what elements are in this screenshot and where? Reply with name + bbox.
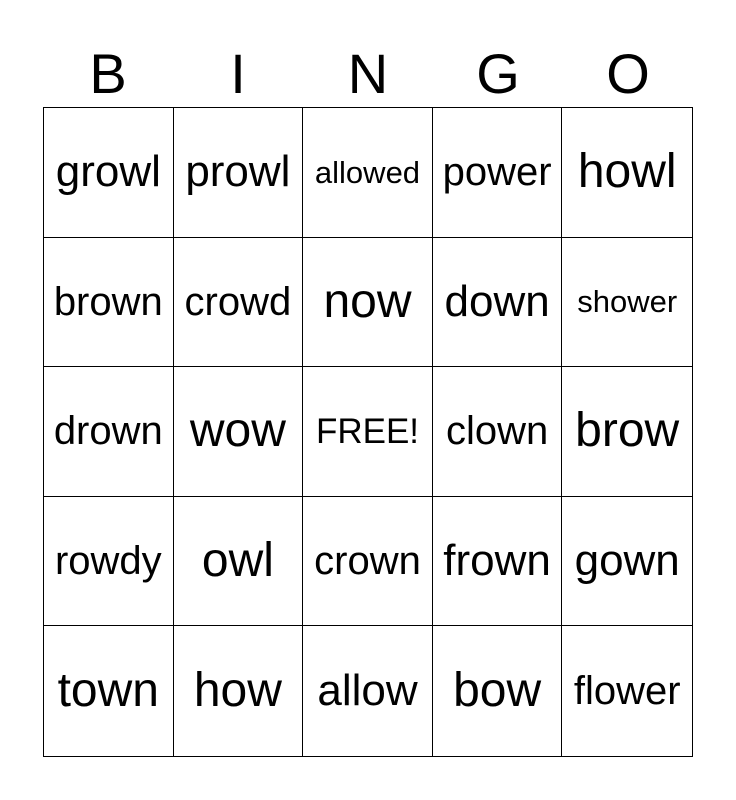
bingo-cell[interactable]: prowl xyxy=(174,108,304,238)
bingo-cell[interactable]: growl xyxy=(44,108,174,238)
bingo-header xyxy=(43,40,693,108)
bingo-cell[interactable]: town xyxy=(44,626,174,756)
bingo-cell[interactable]: crowd xyxy=(174,238,304,368)
bingo-cell[interactable]: down xyxy=(433,238,563,368)
bingo-cell[interactable]: owl xyxy=(174,497,304,627)
bingo-cell[interactable]: wow xyxy=(174,367,304,497)
header-letter-o: O xyxy=(606,42,650,105)
bingo-cell[interactable]: rowdy xyxy=(44,497,174,627)
bingo-cell[interactable]: now xyxy=(303,238,433,368)
bingo-cell[interactable]: brow xyxy=(562,367,692,497)
bingo-cell[interactable]: how xyxy=(174,626,304,756)
bingo-cell[interactable]: brown xyxy=(44,238,174,368)
header-letter-b: B xyxy=(89,42,127,105)
bingo-cell[interactable]: drown xyxy=(44,367,174,497)
header-letter-g: G xyxy=(476,42,520,105)
bingo-cell[interactable]: allow xyxy=(303,626,433,756)
bingo-cell[interactable]: clown xyxy=(433,367,563,497)
header-letter-n: N xyxy=(347,42,389,105)
bingo-board xyxy=(43,107,693,757)
bingo-cell[interactable]: gown xyxy=(562,497,692,627)
bingo-cell[interactable]: bow xyxy=(433,626,563,756)
bingo-cell[interactable]: power xyxy=(433,108,563,238)
bingo-cell[interactable]: flower xyxy=(573,669,681,714)
bingo-cell[interactable]: frown xyxy=(433,497,563,627)
bingo-cell[interactable]: allowed xyxy=(303,108,433,238)
bingo-cell[interactable]: howl xyxy=(562,108,692,238)
bingo-cell[interactable]: shower xyxy=(562,238,692,368)
free-space[interactable]: FREE! xyxy=(303,367,433,497)
header-letter-i: I xyxy=(230,42,246,105)
bingo-cell[interactable]: crown xyxy=(303,497,433,627)
